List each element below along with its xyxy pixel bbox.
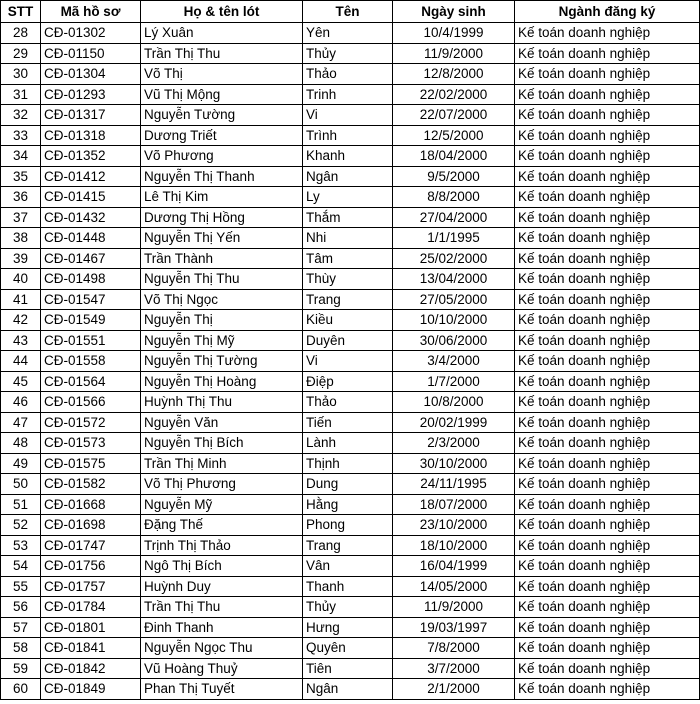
cell-record-id: CĐ-01756 bbox=[41, 556, 141, 577]
cell-major: Kế toán doanh nghiệp bbox=[515, 23, 700, 44]
cell-stt: 50 bbox=[1, 474, 41, 495]
cell-birth-date: 18/07/2000 bbox=[393, 494, 515, 515]
cell-birth-date: 27/04/2000 bbox=[393, 207, 515, 228]
cell-given-name: Thịnh bbox=[303, 453, 393, 474]
cell-birth-date: 7/8/2000 bbox=[393, 638, 515, 659]
cell-given-name: Quyên bbox=[303, 638, 393, 659]
cell-stt: 46 bbox=[1, 392, 41, 413]
cell-birth-date: 23/10/2000 bbox=[393, 515, 515, 536]
table-row bbox=[1, 228, 700, 249]
cell-stt: 43 bbox=[1, 330, 41, 351]
cell-major: Kế toán doanh nghiệp bbox=[515, 187, 700, 208]
cell-major: Kế toán doanh nghiệp bbox=[515, 146, 700, 167]
cell-record-id: CĐ-01784 bbox=[41, 597, 141, 618]
cell-record-id: CĐ-01415 bbox=[41, 187, 141, 208]
cell-birth-date: 10/4/1999 bbox=[393, 23, 515, 44]
cell-stt: 35 bbox=[1, 166, 41, 187]
cell-birth-date: 2/3/2000 bbox=[393, 433, 515, 454]
cell-stt: 33 bbox=[1, 125, 41, 146]
cell-given-name: Vân bbox=[303, 556, 393, 577]
header-birth-date: Ngày sinh bbox=[393, 1, 515, 23]
cell-given-name: Hưng bbox=[303, 617, 393, 638]
cell-given-name: Thùy bbox=[303, 269, 393, 290]
table-row bbox=[1, 330, 700, 351]
cell-stt: 51 bbox=[1, 494, 41, 515]
cell-major: Kế toán doanh nghiệp bbox=[515, 207, 700, 228]
cell-surname: Nguyễn Ngọc Thu bbox=[141, 638, 303, 659]
cell-birth-date: 10/8/2000 bbox=[393, 392, 515, 413]
cell-record-id: CĐ-01150 bbox=[41, 43, 141, 64]
cell-birth-date: 9/5/2000 bbox=[393, 166, 515, 187]
cell-major: Kế toán doanh nghiệp bbox=[515, 43, 700, 64]
cell-record-id: CĐ-01757 bbox=[41, 576, 141, 597]
cell-surname: Vũ Thị Mộng bbox=[141, 84, 303, 105]
cell-surname: Võ Thị bbox=[141, 64, 303, 85]
cell-record-id: CĐ-01668 bbox=[41, 494, 141, 515]
cell-surname: Dương Thị Hồng bbox=[141, 207, 303, 228]
cell-stt: 39 bbox=[1, 248, 41, 269]
cell-major: Kế toán doanh nghiệp bbox=[515, 679, 700, 700]
cell-major: Kế toán doanh nghiệp bbox=[515, 494, 700, 515]
cell-record-id: CĐ-01575 bbox=[41, 453, 141, 474]
cell-record-id: CĐ-01551 bbox=[41, 330, 141, 351]
cell-major: Kế toán doanh nghiệp bbox=[515, 617, 700, 638]
cell-major: Kế toán doanh nghiệp bbox=[515, 638, 700, 659]
cell-birth-date: 14/05/2000 bbox=[393, 576, 515, 597]
cell-surname: Đặng Thế bbox=[141, 515, 303, 536]
cell-record-id: CĐ-01302 bbox=[41, 23, 141, 44]
cell-record-id: CĐ-01498 bbox=[41, 269, 141, 290]
cell-major: Kế toán doanh nghiệp bbox=[515, 330, 700, 351]
cell-major: Kế toán doanh nghiệp bbox=[515, 310, 700, 331]
header-record-id: Mã hồ sơ bbox=[41, 1, 141, 23]
table-row bbox=[1, 269, 700, 290]
cell-given-name: Duyên bbox=[303, 330, 393, 351]
table-row bbox=[1, 84, 700, 105]
cell-surname: Nguyễn Mỹ bbox=[141, 494, 303, 515]
table-row bbox=[1, 638, 700, 659]
cell-major: Kế toán doanh nghiệp bbox=[515, 64, 700, 85]
cell-birth-date: 18/10/2000 bbox=[393, 535, 515, 556]
cell-given-name: Dung bbox=[303, 474, 393, 495]
cell-surname: Võ Thị Phương bbox=[141, 474, 303, 495]
cell-birth-date: 3/4/2000 bbox=[393, 351, 515, 372]
cell-major: Kế toán doanh nghiệp bbox=[515, 474, 700, 495]
header-row bbox=[1, 1, 700, 23]
cell-record-id: CĐ-01572 bbox=[41, 412, 141, 433]
table-row bbox=[1, 351, 700, 372]
table-row bbox=[1, 248, 700, 269]
cell-stt: 29 bbox=[1, 43, 41, 64]
cell-record-id: CĐ-01467 bbox=[41, 248, 141, 269]
cell-stt: 55 bbox=[1, 576, 41, 597]
cell-given-name: Trinh bbox=[303, 84, 393, 105]
cell-surname: Nguyễn Thị Thanh bbox=[141, 166, 303, 187]
cell-surname: Trần Thị Minh bbox=[141, 453, 303, 474]
cell-surname: Võ Phương bbox=[141, 146, 303, 167]
cell-birth-date: 18/04/2000 bbox=[393, 146, 515, 167]
cell-given-name: Yên bbox=[303, 23, 393, 44]
cell-given-name: Thanh bbox=[303, 576, 393, 597]
cell-major: Kế toán doanh nghiệp bbox=[515, 269, 700, 290]
cell-given-name: Thảo bbox=[303, 392, 393, 413]
header-given-name: Tên bbox=[303, 1, 393, 23]
cell-surname: Nguyễn Thị bbox=[141, 310, 303, 331]
cell-surname: Dương Triết bbox=[141, 125, 303, 146]
cell-stt: 42 bbox=[1, 310, 41, 331]
cell-surname: Huỳnh Duy bbox=[141, 576, 303, 597]
cell-stt: 59 bbox=[1, 658, 41, 679]
cell-surname: Ngô Thị Bích bbox=[141, 556, 303, 577]
cell-major: Kế toán doanh nghiệp bbox=[515, 351, 700, 372]
cell-record-id: CĐ-01842 bbox=[41, 658, 141, 679]
cell-stt: 38 bbox=[1, 228, 41, 249]
cell-stt: 31 bbox=[1, 84, 41, 105]
cell-given-name: Nhi bbox=[303, 228, 393, 249]
cell-record-id: CĐ-01801 bbox=[41, 617, 141, 638]
cell-given-name: Tâm bbox=[303, 248, 393, 269]
cell-stt: 53 bbox=[1, 535, 41, 556]
cell-birth-date: 1/1/1995 bbox=[393, 228, 515, 249]
cell-surname: Trịnh Thị Thảo bbox=[141, 535, 303, 556]
cell-surname: Trần Thành bbox=[141, 248, 303, 269]
cell-major: Kế toán doanh nghiệp bbox=[515, 576, 700, 597]
header-major: Ngành đăng ký bbox=[515, 1, 700, 23]
cell-major: Kế toán doanh nghiệp bbox=[515, 433, 700, 454]
cell-stt: 37 bbox=[1, 207, 41, 228]
cell-birth-date: 22/02/2000 bbox=[393, 84, 515, 105]
cell-major: Kế toán doanh nghiệp bbox=[515, 535, 700, 556]
cell-surname: Võ Thị Ngọc bbox=[141, 289, 303, 310]
table-row bbox=[1, 64, 700, 85]
cell-major: Kế toán doanh nghiệp bbox=[515, 166, 700, 187]
cell-record-id: CĐ-01549 bbox=[41, 310, 141, 331]
cell-surname: Huỳnh Thị Thu bbox=[141, 392, 303, 413]
cell-record-id: CĐ-01849 bbox=[41, 679, 141, 700]
cell-surname: Nguyễn Thị Bích bbox=[141, 433, 303, 454]
cell-major: Kế toán doanh nghiệp bbox=[515, 248, 700, 269]
cell-record-id: CĐ-01293 bbox=[41, 84, 141, 105]
cell-stt: 34 bbox=[1, 146, 41, 167]
cell-given-name: Ngân bbox=[303, 166, 393, 187]
cell-given-name: Thảo bbox=[303, 64, 393, 85]
cell-birth-date: 22/07/2000 bbox=[393, 105, 515, 126]
cell-given-name: Phong bbox=[303, 515, 393, 536]
cell-stt: 58 bbox=[1, 638, 41, 659]
cell-record-id: CĐ-01304 bbox=[41, 64, 141, 85]
cell-given-name: Tiên bbox=[303, 658, 393, 679]
table-row bbox=[1, 535, 700, 556]
cell-given-name: Trang bbox=[303, 289, 393, 310]
cell-stt: 40 bbox=[1, 269, 41, 290]
cell-stt: 41 bbox=[1, 289, 41, 310]
table-row bbox=[1, 679, 700, 700]
cell-major: Kế toán doanh nghiệp bbox=[515, 453, 700, 474]
cell-birth-date: 11/9/2000 bbox=[393, 43, 515, 64]
cell-record-id: CĐ-01558 bbox=[41, 351, 141, 372]
cell-stt: 56 bbox=[1, 597, 41, 618]
table-row bbox=[1, 371, 700, 392]
cell-major: Kế toán doanh nghiệp bbox=[515, 515, 700, 536]
cell-major: Kế toán doanh nghiệp bbox=[515, 84, 700, 105]
cell-major: Kế toán doanh nghiệp bbox=[515, 556, 700, 577]
cell-surname: Trần Thị Thu bbox=[141, 597, 303, 618]
cell-birth-date: 12/5/2000 bbox=[393, 125, 515, 146]
cell-record-id: CĐ-01564 bbox=[41, 371, 141, 392]
cell-surname: Lý Xuân bbox=[141, 23, 303, 44]
cell-surname: Phan Thị Tuyết bbox=[141, 679, 303, 700]
cell-given-name: Điệp bbox=[303, 371, 393, 392]
cell-record-id: CĐ-01318 bbox=[41, 125, 141, 146]
table-row bbox=[1, 556, 700, 577]
table-row bbox=[1, 289, 700, 310]
cell-given-name: Trang bbox=[303, 535, 393, 556]
cell-birth-date: 8/8/2000 bbox=[393, 187, 515, 208]
table-row bbox=[1, 433, 700, 454]
table-row bbox=[1, 166, 700, 187]
cell-major: Kế toán doanh nghiệp bbox=[515, 412, 700, 433]
table-row bbox=[1, 658, 700, 679]
header-surname: Họ & tên lót bbox=[141, 1, 303, 23]
cell-given-name: Ngân bbox=[303, 679, 393, 700]
cell-record-id: CĐ-01573 bbox=[41, 433, 141, 454]
table-row bbox=[1, 146, 700, 167]
cell-stt: 44 bbox=[1, 351, 41, 372]
cell-birth-date: 25/02/2000 bbox=[393, 248, 515, 269]
cell-given-name: Thủy bbox=[303, 43, 393, 64]
cell-birth-date: 11/9/2000 bbox=[393, 597, 515, 618]
table-row bbox=[1, 515, 700, 536]
cell-stt: 32 bbox=[1, 105, 41, 126]
cell-major: Kế toán doanh nghiệp bbox=[515, 371, 700, 392]
cell-stt: 45 bbox=[1, 371, 41, 392]
cell-surname: Nguyễn Thị Tường bbox=[141, 351, 303, 372]
cell-major: Kế toán doanh nghiệp bbox=[515, 289, 700, 310]
table-row bbox=[1, 187, 700, 208]
cell-birth-date: 13/04/2000 bbox=[393, 269, 515, 290]
cell-stt: 60 bbox=[1, 679, 41, 700]
table-row bbox=[1, 392, 700, 413]
table-row bbox=[1, 597, 700, 618]
cell-major: Kế toán doanh nghiệp bbox=[515, 392, 700, 413]
cell-birth-date: 30/06/2000 bbox=[393, 330, 515, 351]
cell-surname: Vũ Hoàng Thuỷ bbox=[141, 658, 303, 679]
cell-surname: Nguyễn Thị Thu bbox=[141, 269, 303, 290]
cell-record-id: CĐ-01352 bbox=[41, 146, 141, 167]
cell-stt: 36 bbox=[1, 187, 41, 208]
cell-birth-date: 2/1/2000 bbox=[393, 679, 515, 700]
table-row bbox=[1, 474, 700, 495]
cell-surname: Nguyễn Thị Yến bbox=[141, 228, 303, 249]
cell-surname: Đinh Thanh bbox=[141, 617, 303, 638]
cell-birth-date: 20/02/1999 bbox=[393, 412, 515, 433]
cell-stt: 49 bbox=[1, 453, 41, 474]
cell-birth-date: 30/10/2000 bbox=[393, 453, 515, 474]
table-row bbox=[1, 453, 700, 474]
cell-surname: Trần Thị Thu bbox=[141, 43, 303, 64]
cell-given-name: Lành bbox=[303, 433, 393, 454]
table-row bbox=[1, 494, 700, 515]
cell-major: Kế toán doanh nghiệp bbox=[515, 658, 700, 679]
cell-given-name: Thắm bbox=[303, 207, 393, 228]
cell-given-name: Trình bbox=[303, 125, 393, 146]
cell-stt: 47 bbox=[1, 412, 41, 433]
cell-given-name: Tiến bbox=[303, 412, 393, 433]
cell-given-name: Hằng bbox=[303, 494, 393, 515]
cell-record-id: CĐ-01547 bbox=[41, 289, 141, 310]
table-row bbox=[1, 207, 700, 228]
cell-birth-date: 19/03/1997 bbox=[393, 617, 515, 638]
cell-surname: Nguyễn Thị Mỹ bbox=[141, 330, 303, 351]
cell-stt: 30 bbox=[1, 64, 41, 85]
cell-stt: 57 bbox=[1, 617, 41, 638]
cell-record-id: CĐ-01747 bbox=[41, 535, 141, 556]
cell-birth-date: 1/7/2000 bbox=[393, 371, 515, 392]
cell-record-id: CĐ-01841 bbox=[41, 638, 141, 659]
cell-record-id: CĐ-01317 bbox=[41, 105, 141, 126]
table-row bbox=[1, 576, 700, 597]
table-row bbox=[1, 617, 700, 638]
cell-birth-date: 12/8/2000 bbox=[393, 64, 515, 85]
cell-stt: 28 bbox=[1, 23, 41, 44]
cell-major: Kế toán doanh nghiệp bbox=[515, 597, 700, 618]
cell-major: Kế toán doanh nghiệp bbox=[515, 105, 700, 126]
cell-given-name: Vi bbox=[303, 105, 393, 126]
table-row bbox=[1, 105, 700, 126]
cell-birth-date: 16/04/1999 bbox=[393, 556, 515, 577]
header-stt: STT bbox=[1, 1, 41, 23]
table-row bbox=[1, 125, 700, 146]
cell-surname: Nguyễn Thị Hoàng bbox=[141, 371, 303, 392]
cell-given-name: Thủy bbox=[303, 597, 393, 618]
cell-birth-date: 10/10/2000 bbox=[393, 310, 515, 331]
cell-given-name: Khanh bbox=[303, 146, 393, 167]
cell-given-name: Kiều bbox=[303, 310, 393, 331]
cell-surname: Lê Thị Kim bbox=[141, 187, 303, 208]
cell-stt: 52 bbox=[1, 515, 41, 536]
table-row bbox=[1, 23, 700, 44]
cell-birth-date: 3/7/2000 bbox=[393, 658, 515, 679]
cell-given-name: Ly bbox=[303, 187, 393, 208]
table-row bbox=[1, 43, 700, 64]
table-row bbox=[1, 412, 700, 433]
cell-record-id: CĐ-01448 bbox=[41, 228, 141, 249]
cell-birth-date: 27/05/2000 bbox=[393, 289, 515, 310]
cell-surname: Nguyễn Văn bbox=[141, 412, 303, 433]
cell-major: Kế toán doanh nghiệp bbox=[515, 125, 700, 146]
table-row bbox=[1, 310, 700, 331]
cell-major: Kế toán doanh nghiệp bbox=[515, 228, 700, 249]
cell-stt: 54 bbox=[1, 556, 41, 577]
cell-record-id: CĐ-01698 bbox=[41, 515, 141, 536]
cell-surname: Nguyễn Tường bbox=[141, 105, 303, 126]
cell-record-id: CĐ-01566 bbox=[41, 392, 141, 413]
cell-given-name: Vi bbox=[303, 351, 393, 372]
cell-record-id: CĐ-01582 bbox=[41, 474, 141, 495]
cell-birth-date: 24/11/1995 bbox=[393, 474, 515, 495]
cell-record-id: CĐ-01412 bbox=[41, 166, 141, 187]
cell-stt: 48 bbox=[1, 433, 41, 454]
cell-record-id: CĐ-01432 bbox=[41, 207, 141, 228]
